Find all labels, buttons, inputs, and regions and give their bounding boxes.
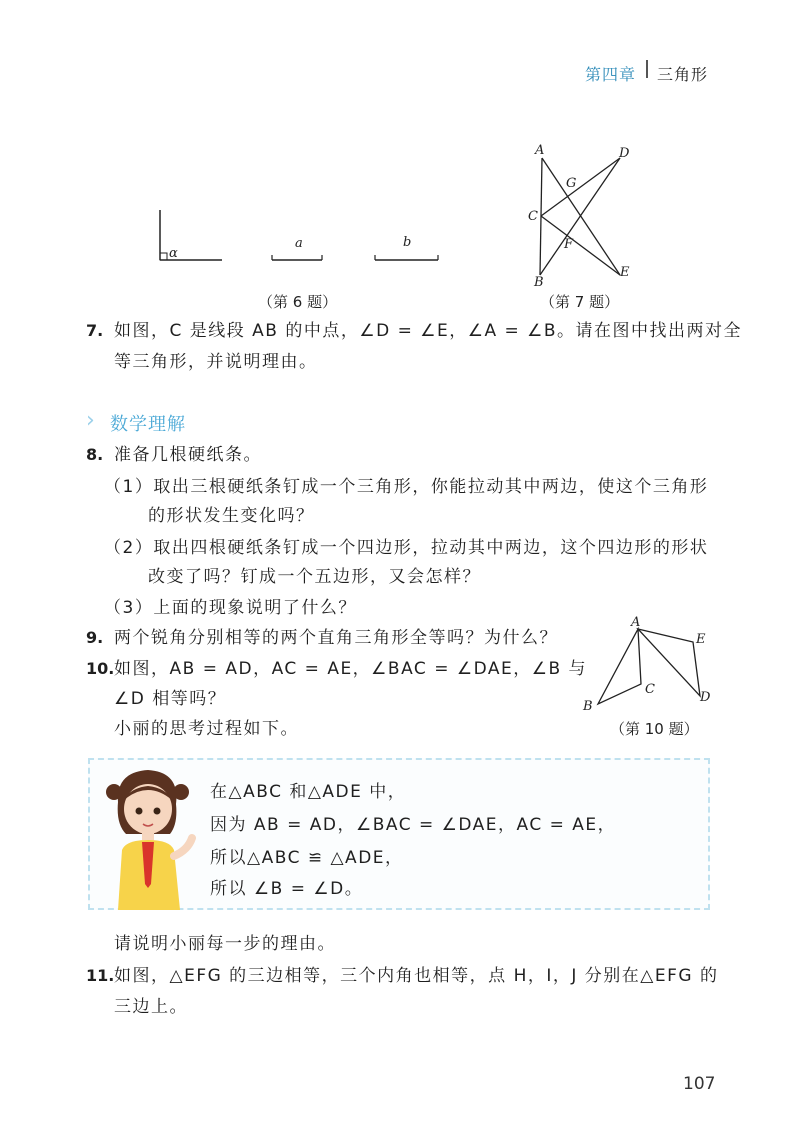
question-7-line-2: 等三角形，并说明理由。 [114,352,318,372]
raised-arm [174,838,192,856]
triangle-ABC [598,629,641,704]
question-9-text: 两个锐角分别相等的两个直角三角形全等吗？为什么？ [114,628,558,648]
segment-CD [541,158,620,216]
reasoning-line-4: 所以 ∠B = ∠D。 [210,879,364,899]
question-8-part-2-line-1: （2）取出四根硬纸条钉成一个四边形，拉动其中两边，这个四边形的形状 [104,538,709,558]
label-A: A [631,615,641,630]
question-9-number: 9. [86,628,104,647]
segment-CE [541,216,620,275]
chapter-label: 第四章 [585,65,637,84]
question-10-line-1: 如图，AB = AD，AC = AE，∠BAC = ∠DAE，∠B 与 [114,659,588,679]
figure-10 [578,614,718,714]
reasoning-line-2: 因为 AB = AD，∠BAC = ∠DAE，AC = AE， [210,815,617,835]
question-7-line-1: 如图，C 是线段 AB 的中点，∠D = ∠E，∠A = ∠B。请在图中找出两对全 [114,321,743,341]
label-alpha: α [169,246,178,261]
label-E: E [620,265,630,280]
caption-figure-10: （第 10 题） [610,720,699,738]
question-8-stem: 准备几根硬纸条。 [114,445,262,465]
eye-left [136,808,143,815]
question-11-line-1: 如图，△EFG 的三边相等，三个内角也相等，点 H，I，J 分别在△EFG 的 [114,966,719,986]
reasoning-line-1: 在△ABC 和△ADE 中， [210,782,407,802]
section-title: 数学理解 [110,414,186,435]
question-8-number: 8. [86,445,104,464]
chapter-title: 三角形 [657,65,709,84]
caption-figure-6: （第 6 题） [258,293,338,311]
label-b: b [403,235,412,250]
label-F: F [564,237,574,252]
figure-7 [520,140,640,288]
hair-bun-right [173,784,189,800]
header-divider [646,60,648,78]
figure-6 [150,205,440,270]
page-number: 107 [683,1074,716,1094]
label-D: D [619,146,630,161]
label-G: G [566,176,577,191]
question-8-part-3: （3）上面的现象说明了什么？ [104,598,357,618]
question-11-line-2: 三边上。 [114,997,188,1017]
caption-figure-7: （第 7 题） [540,293,620,311]
neck [142,832,154,840]
label-a: a [295,236,303,251]
label-D: D [700,690,711,705]
label-B: B [583,699,593,714]
question-8-part-1-line-1: （1）取出三根硬纸条钉成一个三角形，你能拉动其中两边，使这个三角形 [104,477,709,497]
explain-prompt: 请说明小丽每一步的理由。 [114,934,336,954]
eye-right [154,808,161,815]
question-10-number: 10. [86,659,115,678]
label-C: C [645,682,655,697]
reasoning-line-3: 所以△ABC ≌ △ADE， [210,848,404,868]
question-10-line-2: ∠D 相等吗？ [114,689,227,709]
question-11-number: 11. [86,966,115,985]
question-8-part-1-line-2: 的形状发生变化吗？ [148,506,315,526]
label-C: C [528,209,538,224]
hair-bun-left [106,784,122,800]
question-7-number: 7. [86,321,104,340]
student-illustration [96,764,196,910]
chevron-right-icon: › [86,408,95,433]
label-E: E [696,632,706,647]
right-angle-mark [160,253,167,260]
question-8-part-2-line-2: 改变了吗？钉成一个五边形，又会怎样？ [148,567,481,587]
label-B: B [534,275,544,288]
question-10-line-3: 小丽的思考过程如下。 [114,719,299,739]
label-A: A [535,143,545,158]
